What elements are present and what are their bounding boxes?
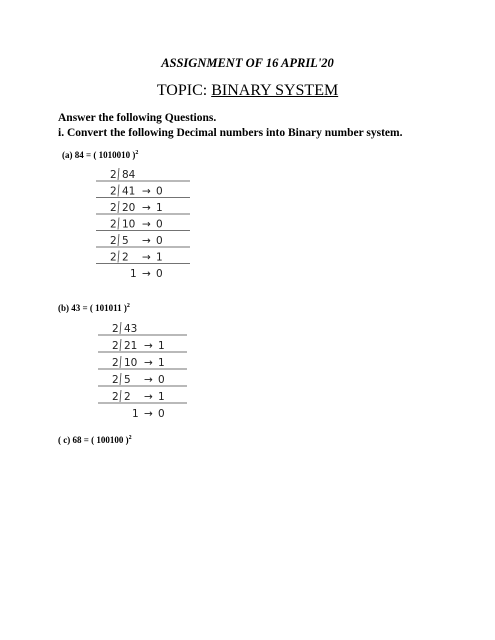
problem-c-label	[58, 435, 132, 445]
problem-b-row	[98, 339, 187, 352]
problem-b-row	[98, 356, 187, 369]
problem-b-division-svg	[92, 320, 192, 438]
problem-b-row	[98, 390, 187, 403]
problem-b-remainder: 1	[158, 357, 165, 369]
problem-c-base: 2	[128, 435, 132, 441]
problem-b-division-bar	[120, 322, 121, 334]
problem-b-division-bar	[120, 390, 121, 402]
instruction-line-2: i. Convert the following Decimal numbers into Binary number system.	[58, 127, 403, 139]
problem-b-base: 2	[126, 303, 130, 309]
instruction-line-1: Answer the following Questions.	[58, 112, 217, 124]
problem-a-divisor: 2	[110, 202, 117, 214]
problem-a-row	[96, 185, 190, 198]
problem-a-remainder: 0	[156, 235, 163, 247]
problem-a-row	[96, 234, 190, 247]
problem-a-divisor: 2	[110, 218, 117, 231]
problem-b-arrow: →	[144, 374, 153, 386]
problem-a-quotient: 5	[122, 235, 129, 247]
topic-heading	[0, 82, 495, 100]
problem-b-quotient: 5	[124, 374, 131, 386]
problem-a-divisor: 2	[110, 251, 117, 264]
problem-a-quotient: 1	[130, 268, 137, 280]
problem-b-row	[132, 408, 165, 420]
problem-b-quotient: 21	[124, 340, 138, 352]
problem-a-remainder: 0	[156, 185, 163, 198]
problem-a-division-bar	[118, 168, 119, 180]
problem-b-arrow: →	[144, 340, 153, 352]
problem-b-division-bar	[120, 373, 121, 385]
problem-c-text: ( c) 68 = ( 100100 )	[58, 435, 129, 445]
problem-a-base: 2	[135, 150, 139, 156]
problem-b-divisor: 2	[112, 374, 119, 386]
topic-name: BINARY SYSTEM	[211, 82, 339, 99]
assignment-title: ASSIGNMENT OF 16 APRIL'20	[161, 56, 334, 70]
problem-b-text: (b) 43 = ( 101011 )	[58, 303, 127, 313]
problem-b-row	[98, 322, 187, 335]
problem-a-row	[96, 218, 190, 231]
problem-b-divisor: 2	[112, 323, 119, 335]
problem-a-arrow: →	[142, 202, 151, 214]
problem-b-row	[98, 373, 187, 386]
problem-a-divisor: 2	[110, 169, 117, 181]
problem-a-arrow: →	[142, 218, 151, 231]
problem-a-label	[62, 150, 138, 160]
problem-b-quotient: 2	[124, 391, 131, 403]
problem-b-remainder: 0	[158, 408, 165, 420]
problem-b-working	[92, 320, 192, 438]
problem-b-quotient: 10	[124, 357, 138, 369]
problem-b-remainder: 1	[158, 340, 165, 352]
problem-a-row	[96, 251, 190, 264]
problem-a-divisor: 2	[110, 185, 117, 198]
problem-a-remainder: 0	[156, 218, 163, 231]
problem-a-division-bar	[118, 218, 119, 230]
problem-b-division-bar	[120, 356, 121, 368]
problem-a-division-svg	[90, 166, 200, 294]
problem-b-divisor: 2	[112, 357, 119, 369]
problem-a-divisor: 2	[110, 235, 117, 247]
problem-a-remainder: 0	[156, 268, 163, 280]
problem-a-row	[96, 201, 190, 214]
problem-a-quotient: 2	[122, 251, 129, 264]
problem-b-label	[58, 303, 130, 313]
problem-a-division-bar	[118, 251, 119, 263]
problem-a-remainder: 1	[156, 251, 163, 264]
problem-a-remainder: 1	[156, 202, 163, 214]
problem-a-division-bar	[118, 185, 119, 197]
problem-a-arrow: →	[142, 268, 151, 280]
problem-a-quotient: 20	[122, 202, 136, 214]
problem-a-division-bar	[118, 201, 119, 213]
problem-b-arrow: →	[144, 408, 153, 420]
problem-a-working	[90, 166, 200, 294]
problem-b-remainder: 0	[158, 374, 165, 386]
problem-a-arrow: →	[142, 235, 151, 247]
problem-b-arrow: →	[144, 357, 153, 369]
problem-a-row	[130, 268, 163, 280]
problem-b-divisor: 2	[112, 391, 119, 403]
problem-a-text: (a) 84 = ( 1010010 )	[62, 150, 136, 160]
problem-b-quotient: 1	[132, 408, 139, 420]
problem-b-divisor: 2	[112, 340, 119, 352]
problem-b-remainder: 1	[158, 391, 165, 403]
problem-a-arrow: →	[142, 185, 151, 198]
problem-b-division-bar	[120, 339, 121, 351]
problem-a-row	[96, 168, 190, 181]
topic-prefix: TOPIC:	[156, 82, 212, 99]
problem-a-division-bar	[118, 234, 119, 246]
problem-b-quotient: 43	[124, 323, 138, 335]
problem-a-quotient: 84	[122, 169, 136, 181]
problem-a-arrow: →	[142, 251, 151, 264]
problem-b-arrow: →	[144, 391, 153, 403]
problem-a-quotient: 41	[122, 185, 136, 198]
problem-a-quotient: 10	[122, 218, 136, 231]
